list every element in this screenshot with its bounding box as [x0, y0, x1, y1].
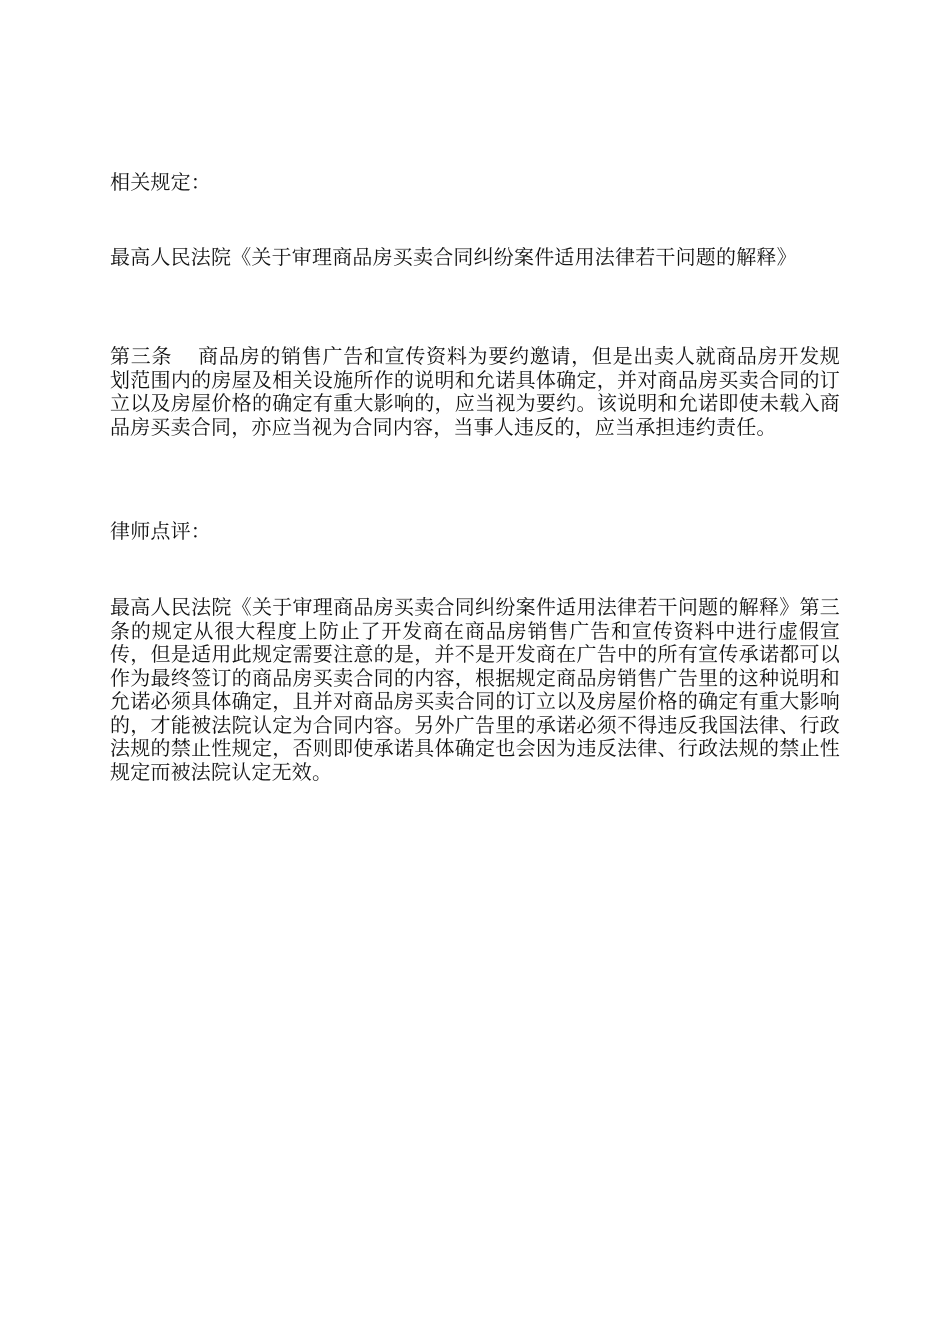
- related-provisions-heading: 相关规定：: [110, 170, 211, 194]
- lawyer-comment-paragraph: 最高人民法院《关于审理商品房买卖合同纠纷案件适用法律若干问题的解释》第三条的规定从很大程度上防止了开发商在商品房销售广告和宣传资料中进行虚假宣传，但是适用此规定需要注意的是，并不是开发商在广告中的所有宣传承诺都可以作为最终签订的商品房买卖合同的内容，根据规定商品房销售广告里的这种说明和允诺必须具体确定，且并对商品房买卖合同的订立以及房屋价格的确定有重大影响的，才能被法院认定为合同内容。另外广告里的承诺必须不得违反我国法律、行政法规的禁止性规定，否则即使承诺具体确定也会因为违反法律、行政法规的禁止性规定而被法院认定无效。: [110, 595, 840, 784]
- article-three-label: 第三条: [110, 344, 173, 368]
- article-three-text: 商品房的销售广告和宣传资料为要约邀请，但是出卖人就商品房开发规划范围内的房屋及相关设施所作的说明和允诺具体确定，并对商品房买卖合同的订立以及房屋价格的确定有重大影响的，应当视为要约。该说明和允诺即使未载入商品房买卖合同，亦应当视为合同内容，当事人违反的，应当承担违约责任。: [110, 344, 840, 439]
- judicial-interpretation-title: 最高人民法院《关于审理商品房买卖合同纠纷案件适用法律若干问题的解释》: [110, 245, 797, 269]
- lawyer-comment-heading: 律师点评：: [110, 519, 211, 543]
- article-three-paragraph: [110, 345, 840, 439]
